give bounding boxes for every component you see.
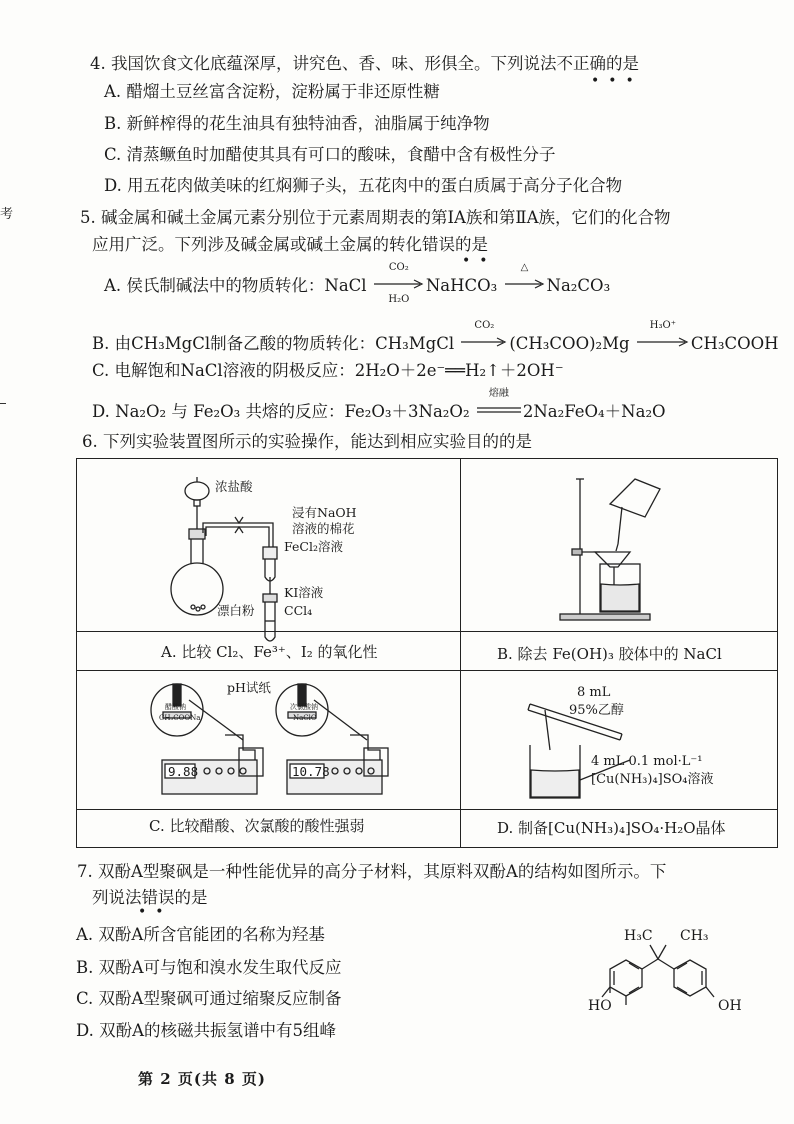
emphasis-dots: •• (138, 904, 173, 920)
reaction-equals (477, 388, 521, 423)
heat-symbol: △ (520, 262, 529, 273)
q5-d-product: 2Na₂FeO₄＋Na₂O (522, 402, 666, 421)
arrow-icon (637, 337, 689, 347)
page-footer: 第 2 页(共 8 页) (138, 1070, 266, 1088)
q5-option-c (92, 360, 564, 382)
q7-option-c: C. 双酚A型聚砜可通过缩聚反应制备 (76, 989, 342, 1008)
ph-reading-1: 9.88 (168, 764, 199, 779)
reaction-arrow (505, 262, 545, 297)
q5-a-reactant: NaCl (324, 276, 367, 295)
table-divider (77, 809, 777, 810)
caption-b: B. 除去 Fe(OH)₃ 胶体中的 NaCl (497, 645, 722, 663)
caption-a: A. 比较 Cl₂、Fe³⁺、I₂ 的氧化性 (161, 643, 378, 661)
q4-option-b: B. 新鲜榨得的花生油具有独特油香，油脂属于纯净物 (104, 114, 490, 133)
label-naoh-1: 浸有NaOH (292, 505, 357, 520)
table-divider (77, 631, 777, 632)
label-ccl4: CCl₄ (284, 603, 313, 618)
label-oh: OH (718, 998, 742, 1014)
q7-option-a: A. 双酚A所含官能团的名称为羟基 (76, 925, 325, 944)
caption-c: C. 比较醋酸、次氯酸的酸性强弱 (149, 817, 365, 835)
label-naclo: NaClO (293, 714, 317, 722)
arrow-top-text: CO₂ (388, 262, 409, 273)
bisphenol-a-structure (580, 925, 760, 1035)
arrow-icon (374, 279, 424, 289)
q5-option-a (104, 262, 611, 305)
label-ch3: CH₃ (680, 928, 709, 944)
q4-stem: 4. 我国饮食文化底蕴深厚，讲究色、香、味、形俱全。下列说法不正确的是 (90, 54, 639, 73)
reaction-arrow (461, 320, 507, 355)
apparatus-d-drawing (460, 670, 777, 809)
label-fecl2: FeCl₂溶液 (284, 539, 343, 554)
q5-b-label: B. 由CH₃MgCl制备乙酸的物质转化： (92, 334, 376, 353)
label-sodium-hypochlorite: 次氯酸钠 (290, 703, 318, 711)
q7-stem-1: 7. 双酚A型聚砜是一种性能优异的高分子材料，其原料双酚A的结构如图所示。下 (77, 862, 667, 881)
q4-option-d: D. 用五花肉做美味的红焖狮子头，五花肉中的蛋白质属于高分子化合物 (104, 176, 623, 195)
arrow-top-text: CO₂ (474, 320, 495, 331)
caption-d: D. 制备[Cu(NH₃)₄]SO₄·H₂O晶体 (497, 819, 726, 837)
experiment-table (76, 458, 778, 848)
reaction-arrow (637, 320, 689, 355)
emphasis-dots: ••• (591, 73, 643, 89)
reaction-arrow (374, 262, 424, 305)
arrow-icon (461, 337, 507, 347)
arrow-top-text: H₃O⁺ (649, 320, 676, 331)
q5-option-b (92, 320, 779, 355)
double-line-icon (477, 405, 521, 415)
q4-option-c: C. 清蒸鳜鱼时加醋使其具有可口的酸味，食醋中含有极性分子 (104, 145, 556, 164)
label-bleach: 漂白粉 (217, 603, 255, 618)
condition-text: 熔融 (488, 388, 509, 399)
label-sodium-acetate: 醋酸钠 (165, 703, 186, 711)
arrow-icon (505, 279, 545, 289)
q5-a-product: Na₂CO₃ (546, 276, 611, 295)
q5-stem-1: 5. 碱金属和碱土金属元素分别位于元素周期表的第ⅠA族和第ⅡA族，它们的化合物 (80, 208, 671, 227)
q7-option-b: B. 双酚A可与饱和溴水发生取代反应 (76, 958, 342, 977)
q7-stem-2: 列说法错误的是 (92, 888, 208, 907)
apparatus-b-drawing (460, 459, 777, 631)
q5-d-label: D. Na₂O₂ 与 Fe₂O₃ 共熔的反应： (92, 402, 345, 421)
label-ethanol: 95%乙醇 (569, 703, 624, 718)
q6-stem: 6. 下列实验装置图所示的实验操作，能达到相应实验目的的是 (82, 432, 532, 451)
label-ho: HO (588, 998, 612, 1014)
label-complex-solution: [Cu(NH₃)₄]SO₄溶液 (591, 772, 714, 787)
label-ch3coona: CH₃COONa (159, 714, 201, 722)
label-ki: KI溶液 (284, 585, 324, 600)
q5-b-product: CH₃COOH (690, 334, 779, 353)
apparatus-a-drawing (77, 459, 460, 631)
label-conc-hcl: 浓盐酸 (215, 479, 253, 494)
label-naoh-2: 溶液的棉花 (292, 521, 355, 536)
q5-c-equation: 2H₂O＋2e⁻══H₂↑＋2OH⁻ (354, 361, 564, 380)
q5-b-middle: (CH₃COO)₂Mg (509, 334, 630, 353)
q5-a-label: A. 侯氏制碱法中的物质转化： (104, 276, 325, 295)
arrow-bottom-text: H₂O (388, 294, 410, 305)
ph-reading-2: 10.78 (292, 764, 330, 779)
q5-stem-2: 应用广泛。下列涉及碱金属或碱土金属的转化错误的是 (92, 235, 488, 254)
q7-option-d: D. 双酚A的核磁共振氢谱中有5组峰 (76, 1021, 337, 1040)
label-8ml: 8 mL (577, 685, 611, 700)
q5-d-reactant: Fe₂O₃＋3Na₂O₂ (344, 402, 470, 421)
q5-a-middle: NaHCO₃ (425, 276, 498, 295)
emphasis-dots: •• (462, 253, 497, 269)
margin-dash (0, 403, 6, 404)
label-h3c: H₃C (624, 928, 653, 944)
label-ph-paper: pH试纸 (227, 680, 271, 695)
q5-option-d (92, 388, 666, 423)
q4-option-a: A. 醋熘土豆丝富含淀粉，淀粉属于非还原性糖 (104, 82, 440, 101)
margin-mark: 考 (0, 207, 14, 222)
label-concentration: 4 mL 0.1 mol·L⁻¹ (591, 754, 703, 769)
q5-c-label: C. 电解饱和NaCl溶液的阴极反应： (92, 361, 355, 380)
q5-b-reactant: CH₃MgCl (375, 334, 455, 353)
